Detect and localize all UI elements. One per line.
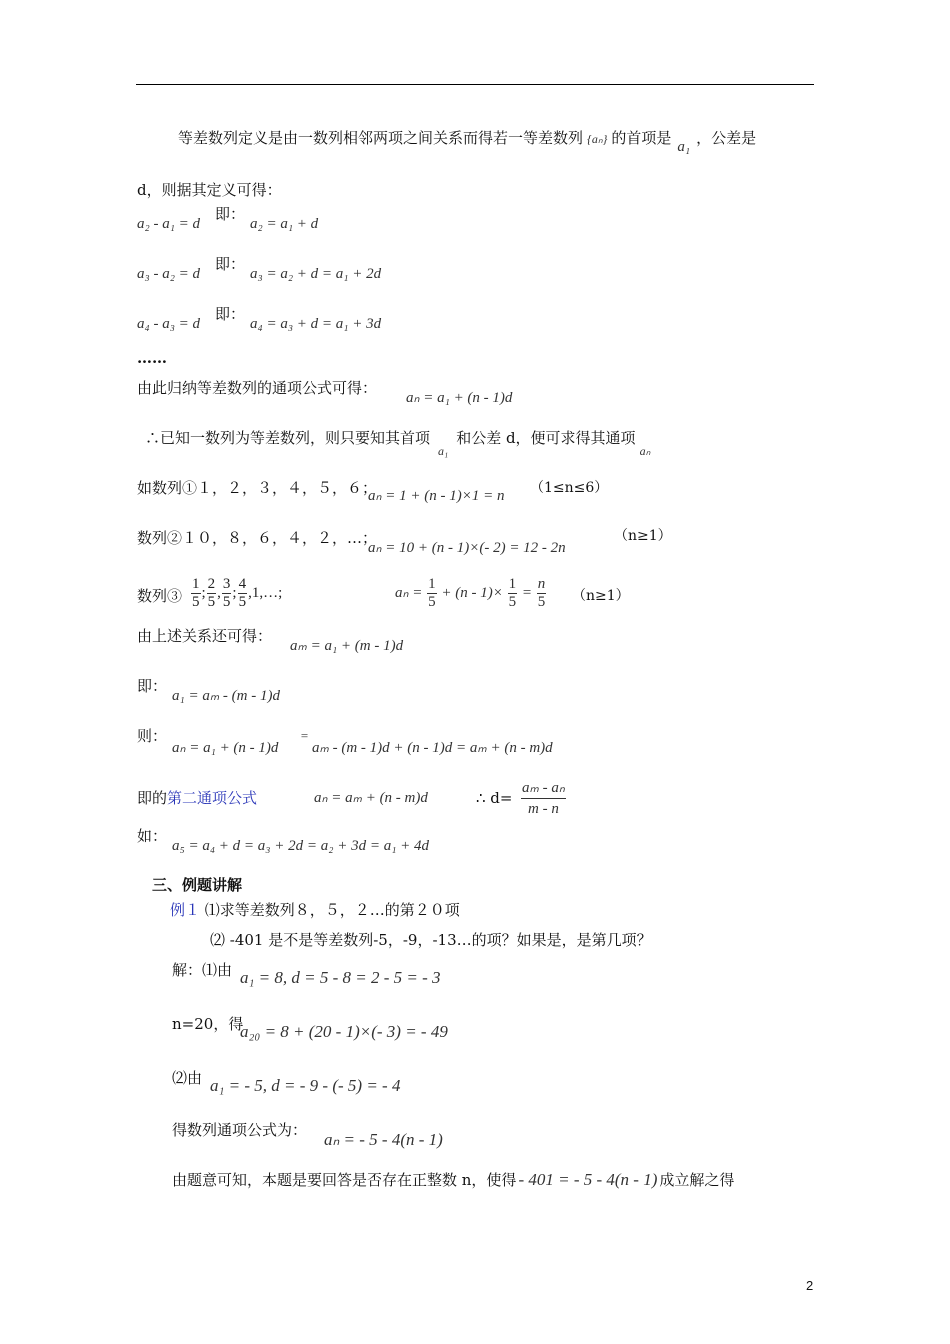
fraction-denominator: m - n <box>528 801 559 817</box>
relation-3-formula-a: aₙ = a₁ + (n - 1)d <box>172 740 279 756</box>
second-formula: aₙ = aₘ + (n - m)d <box>314 790 428 806</box>
general-term-symbol: aₙ <box>639 444 651 458</box>
sequence-separator: ,1,…; <box>248 584 283 601</box>
sequence-fraction: $\frac{1}{5}$ <box>192 576 200 610</box>
solution-3-pre: ⑵由 <box>172 1069 203 1087</box>
example-1-q1: ⑴求等差数列８，５，２…的第２０项 <box>204 901 460 919</box>
section-heading: 三、例题讲解 <box>152 876 243 894</box>
derivation-rhs-1: a₂ = a₁ + d <box>250 216 319 232</box>
intro-line-1 <box>178 128 757 155</box>
sequence-fraction: $\frac{4}{5}$ <box>238 576 247 610</box>
solution-1-formula: a₁ = 8, d = 5 - 8 = 2 - 5 = - 3 <box>240 968 441 987</box>
example-seq-1-formula: aₙ = 1 + (n - 1)×1 = n <box>368 488 505 504</box>
second-formula-d: ∴ d= <box>476 789 513 807</box>
formula-equals: = <box>521 584 532 601</box>
formula-lhs: aₙ = <box>395 584 423 601</box>
ru-formula: a₅ = a₄ + d = a₃ + 2d = a₂ + 3d = a₁ + 4d <box>172 838 430 854</box>
second-formula-pre: 即的 <box>137 789 168 807</box>
example-seq-2-formula: aₙ = 10 + (n - 1)×(- 2) = 12 - 2n <box>368 540 566 556</box>
solution-5-pre: 由题意可知，本题是要回答是否存在正整数 n，使得 <box>172 1171 517 1189</box>
relation-1-label: 由上述关系还可得： <box>137 627 273 645</box>
solution-5-line <box>172 1170 734 1190</box>
sequence-separator: ; <box>232 584 237 601</box>
therefore-text-mid: 和公差 d，便可求得其通项 <box>456 429 636 447</box>
fraction-2: $\frac{1}{5}$ <box>508 576 517 610</box>
intro-text-post: ，公差是 <box>696 129 757 147</box>
solution-1-pre: 解：⑴由 <box>172 961 233 979</box>
sequence-symbol: {aₙ} <box>587 132 608 146</box>
derivation-lhs-2: a₃ - a₂ = d <box>137 266 201 282</box>
sequence-separator: , <box>217 584 221 601</box>
relation-3-equals: = <box>300 728 309 743</box>
ru-label: 如： <box>137 827 168 845</box>
example-seq-3-sequence <box>190 576 282 611</box>
example-seq-3-formula <box>395 576 547 611</box>
example-1-q2: ⑵ -401 是不是等差数列-5，-9，-13…的项？如果是，是第几项？ <box>210 931 652 949</box>
derivation-ji-2: 即： <box>215 255 246 273</box>
solution-5-post: 成立解之得 <box>659 1171 735 1189</box>
sequence-fraction: $\frac{3}{5}$ <box>222 576 231 610</box>
relation-3-formula-b: aₘ - (m - 1)d + (n - 1)d = aₘ + (n - m)d <box>312 740 553 756</box>
formula-mid: + (n - 1)× <box>441 584 503 601</box>
derivation-lhs-1: a₂ - a₁ = d <box>137 216 201 232</box>
example-seq-3-label: 数列③ <box>137 587 183 605</box>
first-term-symbol: a₁ <box>677 139 691 155</box>
relation-3-label: 则： <box>137 727 168 745</box>
example-1-label[interactable]: 例１ <box>170 901 201 919</box>
intro-text-mid: 的首项是 <box>611 129 672 147</box>
second-formula-fraction <box>520 778 567 819</box>
general-formula-text: 由此归纳等差数列的通项公式可得： <box>137 379 378 397</box>
example-seq-2-condition: （n≥1） <box>614 528 672 544</box>
solution-5-formula: - 401 = - 5 - 4(n - 1) <box>518 1170 658 1189</box>
ellipsis: …… <box>137 349 167 367</box>
derivation-rhs-2: a₃ = a₂ + d = a₁ + 2d <box>250 266 382 282</box>
fraction-1: $\frac{1}{5}$ <box>428 576 436 610</box>
solution-2-formula: a₂₀ = 8 + (20 - 1)×(- 3) = - 49 <box>240 1022 448 1041</box>
solution-2-pre: n=20，得 <box>172 1015 244 1033</box>
header-rule <box>136 84 814 85</box>
derivation-lhs-3: a₄ - a₃ = d <box>137 316 201 332</box>
relation-1-formula: aₘ = a₁ + (m - 1)d <box>290 638 404 654</box>
second-formula-line <box>137 788 257 808</box>
example-1-q1-line <box>170 900 460 920</box>
therefore-line <box>145 428 651 458</box>
example-seq-2-label: 数列②１０，８，６，４，２，…； <box>137 529 378 547</box>
second-formula-link[interactable]: 第二通项公式 <box>167 789 258 807</box>
therefore-text: ∴已知一数列为等差数列，则只要知其首项 <box>145 429 431 447</box>
solution-4-formula: aₙ = - 5 - 4(n - 1) <box>324 1130 443 1149</box>
sequence-separator: ; <box>201 584 206 601</box>
fraction-numerator: aₘ - aₙ <box>521 778 566 799</box>
example-seq-1-condition: （1≤n≤6） <box>530 480 609 496</box>
example-seq-3-condition: （n≥1） <box>572 588 630 604</box>
solution-4-pre: 得数列通项公式为： <box>172 1121 308 1139</box>
relation-2-label: 即： <box>137 677 168 695</box>
fraction-3: $\frac{n}{5}$ <box>537 576 546 610</box>
example-seq-1-label: 如数列①１，２，３，４，５，６； <box>137 479 378 497</box>
intro-line-2: d，则据其定义可得： <box>137 181 282 199</box>
relation-2-formula: a₁ = aₘ - (m - 1)d <box>172 688 280 704</box>
page-number: 2 <box>806 1278 814 1293</box>
intro-text: 等差数列定义是由一数列相邻两项之间关系而得若一等差数列 <box>178 129 584 147</box>
general-formula: aₙ = a₁ + (n - 1)d <box>406 390 513 406</box>
first-term-symbol: a₁ <box>438 444 449 458</box>
derivation-rhs-3: a₄ = a₃ + d = a₁ + 3d <box>250 316 382 332</box>
sequence-fraction: $\frac{2}{5}$ <box>207 576 216 610</box>
derivation-ji-3: 即： <box>215 305 246 323</box>
solution-3-formula: a₁ = - 5, d = - 9 - (- 5) = - 4 <box>210 1076 401 1095</box>
derivation-ji-1: 即： <box>215 205 246 223</box>
